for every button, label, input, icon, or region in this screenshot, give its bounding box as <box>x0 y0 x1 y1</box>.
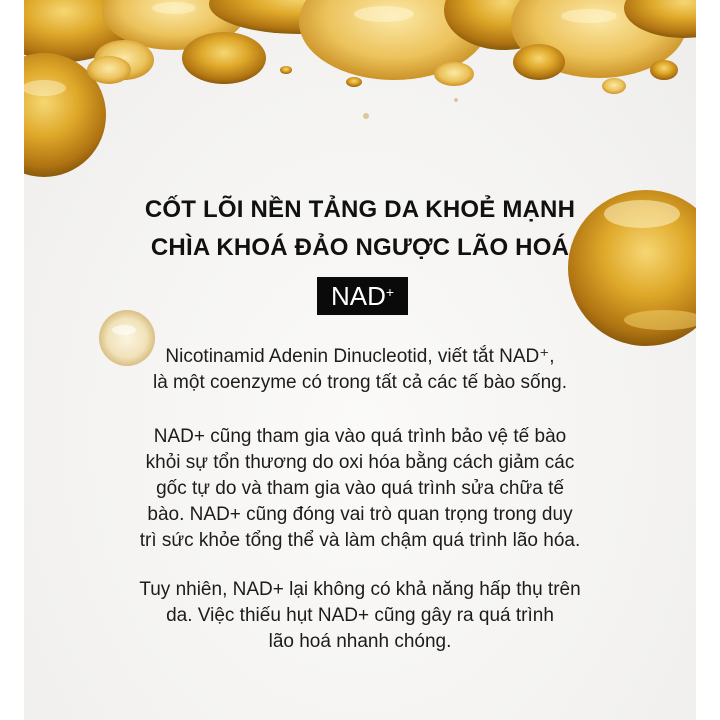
paragraph-line: NAD+ cũng tham gia vào quá trình bảo vệ tế bào <box>153 426 567 447</box>
paragraph-limitation <box>84 577 636 655</box>
paragraph-line: Nicotinamid Adenin Dinucleotid, viết tắt NAD⁺, <box>165 346 555 367</box>
paragraph-function <box>84 424 636 554</box>
headline-line-2: CHÌA KHOÁ ĐẢO NGƯỢC LÃO HOÁ <box>150 234 570 261</box>
paragraph-line: Tuy nhiên, NAD+ lại không có khả năng hấp thụ trên <box>139 579 581 600</box>
paragraph-line: gốc tự do và tham gia vào quá trình sửa chữa tế <box>156 478 564 499</box>
paragraph-line: lão hoá nhanh chóng. <box>268 631 452 652</box>
product-info-panel <box>24 0 696 720</box>
paragraph-line: bào. NAD+ cũng đóng vai trò quan trọng trong duy <box>147 504 573 525</box>
nad-badge-text: NAD <box>330 281 386 311</box>
paragraph-line: trì sức khỏe tổng thể và làm chậm quá trình lão hóa. <box>139 530 581 551</box>
nad-badge <box>317 277 408 315</box>
paragraph-definition <box>84 344 636 396</box>
paragraph-line: da. Việc thiếu hụt NAD+ cũng gây ra quá trình <box>166 605 554 626</box>
paragraph-line: là một coenzyme có trong tất cả các tế bào sống. <box>152 372 567 393</box>
paragraph-line: khỏi sự tổn thương do oxi hóa bằng cách giảm các <box>145 452 575 473</box>
headline-line-1: CỐT LÕI NỀN TẢNG DA KHOẺ MẠNH <box>144 196 576 223</box>
nad-badge-superscript: + <box>385 284 395 300</box>
text-content <box>24 0 696 720</box>
